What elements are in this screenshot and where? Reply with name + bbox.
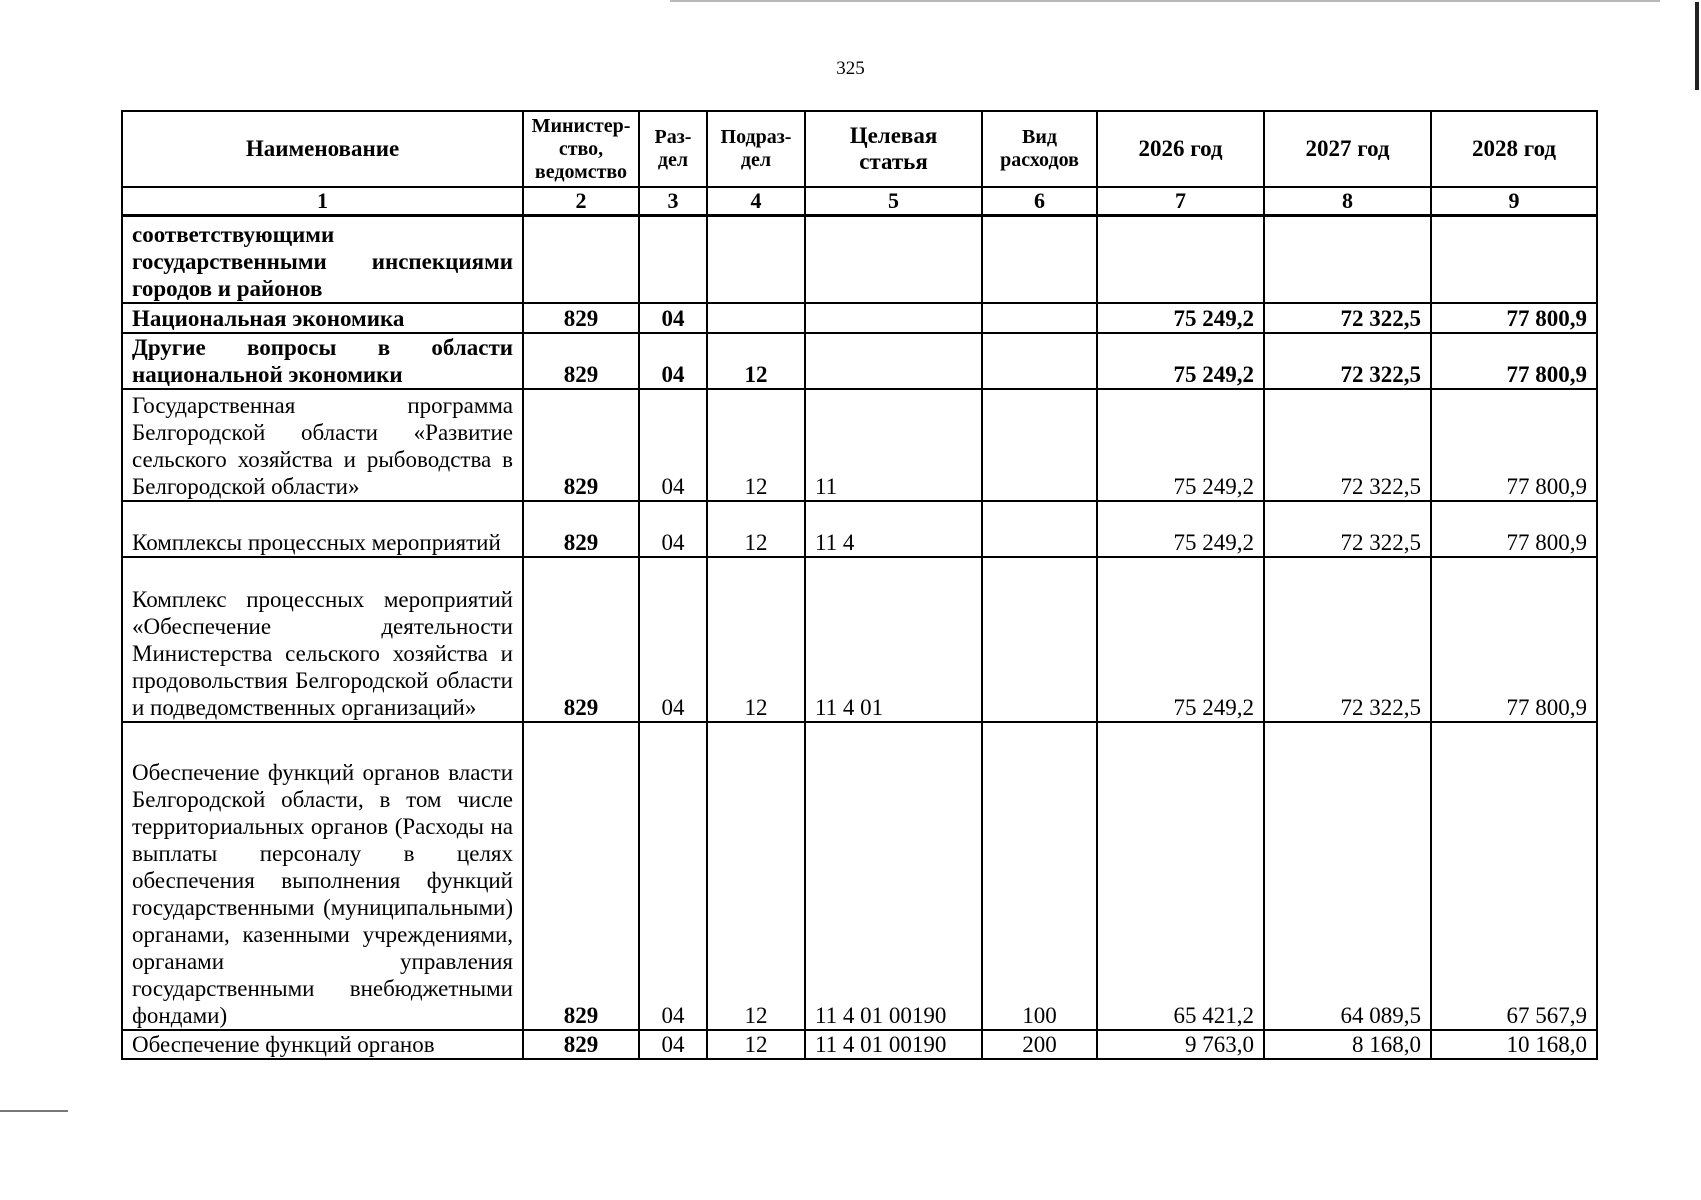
row-expense-type — [982, 501, 1097, 557]
row-amount-2027: 64 089,5 — [1264, 722, 1431, 1030]
row-amount-2027: 72 322,5 — [1264, 501, 1431, 557]
page-number: 325 — [836, 58, 865, 79]
row-amount-2026: 9 763,0 — [1097, 1030, 1264, 1059]
row-section — [639, 216, 707, 304]
row-amount-2027 — [1264, 216, 1431, 304]
header-name: Наименование — [122, 111, 523, 187]
row-name: Обеспечение функций органов власти Белгородской области, в том числе территориальных органов (Расходы на выплаты персоналу в целях обеспечения выполнения функций государственными (муниципальными) органами, казенными учреждениями, органами управления государственными внебюджетными фондами) — [122, 722, 523, 1030]
table-row — [122, 389, 1597, 501]
row-target-item: 11 — [805, 389, 982, 501]
row-amount-2028: 67 567,9 — [1431, 722, 1597, 1030]
row-name: Другие вопросы в области национальной экономики — [122, 333, 523, 389]
row-amount-2028: 77 800,9 — [1431, 557, 1597, 722]
row-amount-2028: 77 800,9 — [1431, 389, 1597, 501]
row-ministry: 829 — [523, 389, 639, 501]
row-ministry: 829 — [523, 1030, 639, 1059]
header-year-2027: 2027 год — [1264, 111, 1431, 187]
row-amount-2027: 72 322,5 — [1264, 333, 1431, 389]
row-section: 04 — [639, 1030, 707, 1059]
bottom-edge-rule — [0, 1110, 68, 1112]
row-amount-2028: 77 800,9 — [1431, 303, 1597, 333]
column-number: 1 — [122, 187, 523, 216]
row-subsection: 12 — [707, 333, 805, 389]
column-number: 7 — [1097, 187, 1264, 216]
row-expense-type — [982, 389, 1097, 501]
column-number: 4 — [707, 187, 805, 216]
table-row — [122, 501, 1597, 557]
row-amount-2027: 72 322,5 — [1264, 557, 1431, 722]
row-ministry: 829 — [523, 722, 639, 1030]
row-name: Национальная экономика — [122, 303, 523, 333]
row-expense-type — [982, 303, 1097, 333]
row-ministry — [523, 216, 639, 304]
row-target-item: 11 4 — [805, 501, 982, 557]
row-target-item: 11 4 01 00190 — [805, 722, 982, 1030]
row-amount-2026: 65 421,2 — [1097, 722, 1264, 1030]
row-ministry: 829 — [523, 303, 639, 333]
row-name: Комплекс процессных мероприятий «Обеспечение деятельности Министерства сельского хозяйства и продовольствия Белгородской области и подведомственных организаций» — [122, 557, 523, 722]
header-year-2026: 2026 год — [1097, 111, 1264, 187]
table-header-row — [122, 111, 1597, 187]
row-subsection: 12 — [707, 389, 805, 501]
header-ministry: Министер-ство, ведомство — [523, 111, 639, 187]
row-section: 04 — [639, 501, 707, 557]
row-ministry: 829 — [523, 501, 639, 557]
row-amount-2028: 77 800,9 — [1431, 501, 1597, 557]
column-number: 2 — [523, 187, 639, 216]
column-number-row — [122, 187, 1597, 216]
top-edge-rule — [670, 0, 1660, 2]
table-row — [122, 303, 1597, 333]
row-name: Комплексы процессных мероприятий — [122, 501, 523, 557]
row-expense-type: 100 — [982, 722, 1097, 1030]
row-subsection: 12 — [707, 557, 805, 722]
row-amount-2028 — [1431, 216, 1597, 304]
row-expense-type — [982, 557, 1097, 722]
column-number: 6 — [982, 187, 1097, 216]
table-row — [122, 722, 1597, 1030]
row-target-item: 11 4 01 — [805, 557, 982, 722]
row-amount-2027: 8 168,0 — [1264, 1030, 1431, 1059]
row-name: Государственная программа Белгородской области «Развитие сельского хозяйства и рыбоводства в Белгородской области» — [122, 389, 523, 501]
row-section: 04 — [639, 389, 707, 501]
row-amount-2026 — [1097, 216, 1264, 304]
budget-table — [121, 110, 1598, 1060]
row-name: Обеспечение функций органов — [122, 1030, 523, 1059]
header-expense-type: Вид расходов — [982, 111, 1097, 187]
table-row — [122, 216, 1597, 304]
column-number: 3 — [639, 187, 707, 216]
header-target-item: Целевая статья — [805, 111, 982, 187]
header-year-2028: 2028 год — [1431, 111, 1597, 187]
row-target-item — [805, 216, 982, 304]
row-target-item — [805, 333, 982, 389]
row-ministry: 829 — [523, 333, 639, 389]
row-amount-2028: 10 168,0 — [1431, 1030, 1597, 1059]
column-number: 9 — [1431, 187, 1597, 216]
row-amount-2027: 72 322,5 — [1264, 303, 1431, 333]
row-subsection: 12 — [707, 1030, 805, 1059]
row-target-item: 11 4 01 00190 — [805, 1030, 982, 1059]
table-row — [122, 557, 1597, 722]
row-expense-type — [982, 333, 1097, 389]
row-expense-type: 200 — [982, 1030, 1097, 1059]
row-amount-2026: 75 249,2 — [1097, 333, 1264, 389]
column-number: 5 — [805, 187, 982, 216]
row-name: соответствующими государственными инспекциями городов и районов — [122, 216, 523, 304]
row-expense-type — [982, 216, 1097, 304]
header-section: Раз-дел — [639, 111, 707, 187]
row-ministry: 829 — [523, 557, 639, 722]
row-target-item — [805, 303, 982, 333]
row-section: 04 — [639, 333, 707, 389]
row-amount-2026: 75 249,2 — [1097, 303, 1264, 333]
row-amount-2026: 75 249,2 — [1097, 389, 1264, 501]
row-subsection — [707, 303, 805, 333]
header-subsection: Подраз-дел — [707, 111, 805, 187]
row-subsection — [707, 216, 805, 304]
row-section: 04 — [639, 303, 707, 333]
row-amount-2026: 75 249,2 — [1097, 557, 1264, 722]
row-amount-2027: 72 322,5 — [1264, 389, 1431, 501]
column-number: 8 — [1264, 187, 1431, 216]
row-section: 04 — [639, 722, 707, 1030]
row-subsection: 12 — [707, 501, 805, 557]
table-row — [122, 333, 1597, 389]
row-amount-2026: 75 249,2 — [1097, 501, 1264, 557]
table-row — [122, 1030, 1597, 1059]
row-amount-2028: 77 800,9 — [1431, 333, 1597, 389]
row-subsection: 12 — [707, 722, 805, 1030]
row-section: 04 — [639, 557, 707, 722]
